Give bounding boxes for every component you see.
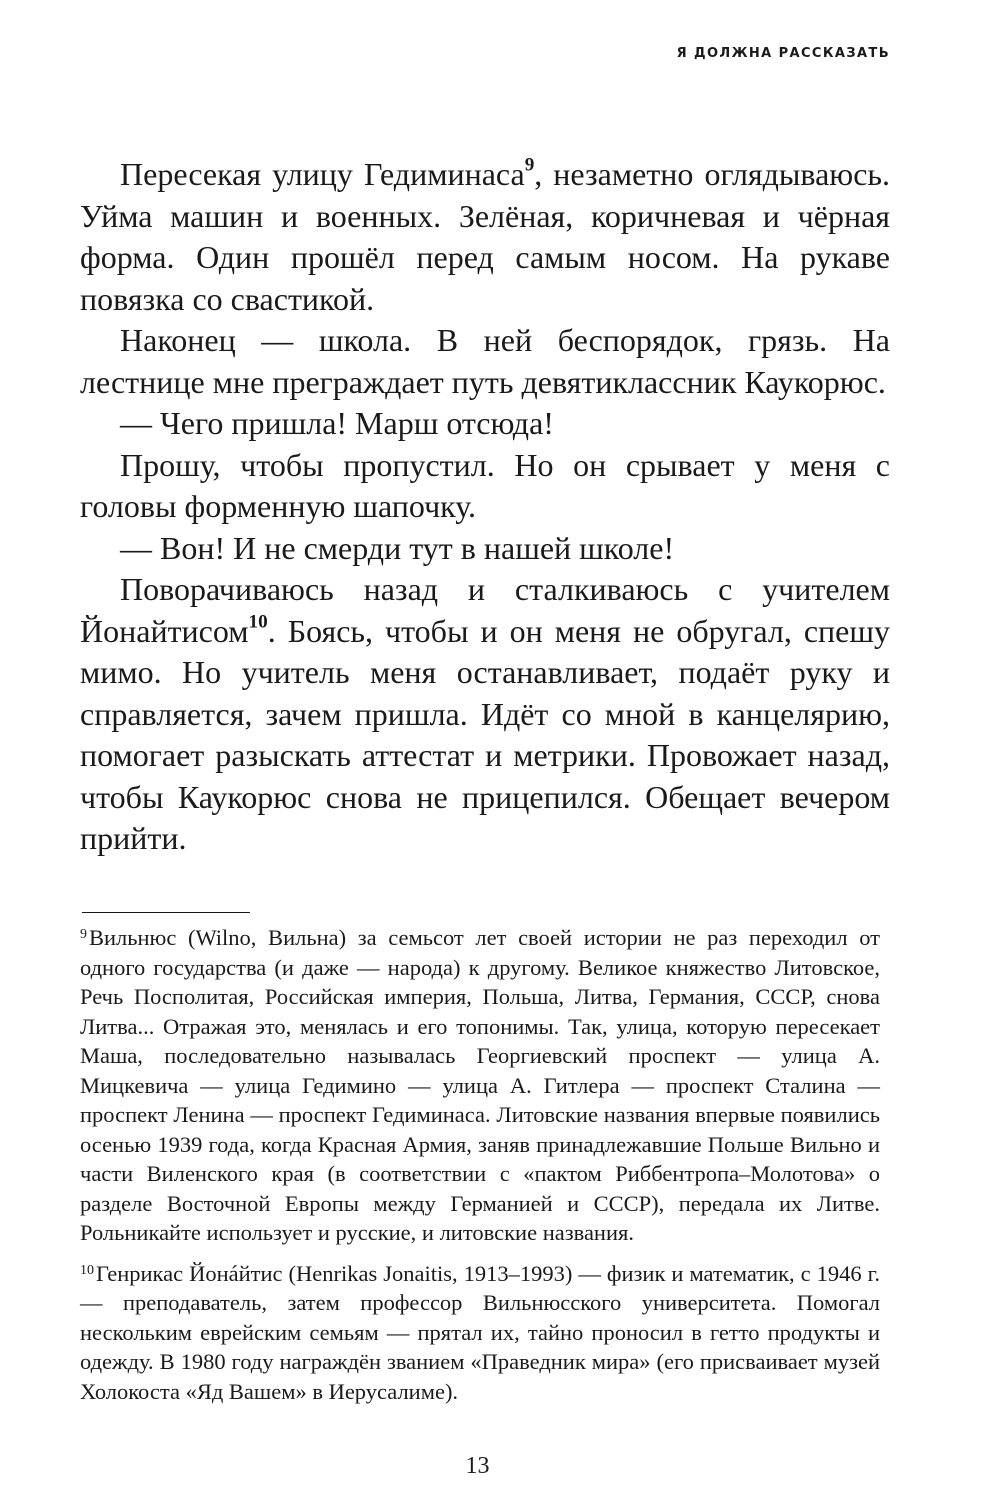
- footnote-9: [80, 923, 880, 1248]
- footnote-divider: [82, 912, 250, 913]
- footnote-mark: 9: [80, 927, 87, 943]
- footnote-ref-9[interactable]: 9: [524, 154, 535, 176]
- footnote-text: Генрикас Йонáйтис (Henrikas Jonaitis, 1913–1993) — физик и математик, с 1946 г. — преподаватель, затем профессор Вильнюсского университета. Помогал нескольким еврейским семьям — прятал их, тайно проносил в гетто продукты и одежду. В 1980 году награждён званием «Праведник мира» (его присваивает музей Холокоста «Яд Вашем» в Иерусалиме).: [80, 1260, 880, 1404]
- paragraph-1-end: , незаметно оглядываюсь. Уйма машин и военных. Зелёная, коричневая и чёрная форма. Один прошёл перед самым носом. На рукаве повязка со свастикой.: [80, 156, 890, 317]
- main-text: [80, 154, 890, 860]
- paragraph-1-start: Пересекая улицу Гедиминаса: [120, 156, 525, 192]
- footnotes: [80, 923, 880, 1406]
- paragraph-3: — Чего пришла! Марш отсюда!: [120, 405, 554, 441]
- page-number: 13: [465, 1453, 490, 1479]
- paragraph-6: [80, 569, 890, 860]
- paragraph-6-start: Поворачиваюсь назад и сталкиваюсь с учителем Йонайтисом: [80, 571, 890, 649]
- paragraph-4: Прошу, чтобы пропустил. Но он срывает у меня с головы форменную шапочку.: [80, 446, 890, 524]
- footnote-mark: 10: [80, 1262, 94, 1278]
- paragraph-1: [80, 154, 890, 320]
- paragraph-6-end: . Боясь, чтобы и он меня не обругал, спешу мимо. Но учитель меня останавливает, подаёт руку и справляется, зачем пришла. Идёт со мной в канцелярию, помогает разыскать аттестат и метрики. Провожает назад, чтобы Каукорюс снова не прицепился. Обещает вечером прийти.: [80, 612, 890, 856]
- running-title: Я ДОЛЖНА РАССКАЗАТЬ: [676, 46, 890, 61]
- footnote-text: Вильнюс (Wilno, Вильна) за семьсот лет своей истории не раз переходил от одного государства (и даже — народа) к другому. Великое княжество Литовское, Речь Посполитая, Российская империя, Польша, Литва, Германия, СССР, снова Литва... Отражая это, менялась и его топонимы. Так, улица, которую пересекает Маша, последовательно называлась Георгиевский проспект — улица А. Мицкевича — улица Гедимино — улица А. Гитлера — проспект Сталина — проспект Ленина — проспект Гедиминаса. Литовские названия впервые появились осенью 1939 года, когда Красная Армия, заняв принадлежавшие Польше Вильно и части Виленского края (в соответствии с «пактом Риббентропа–Молотова» о разделе Восточной Европы между Германией и СССР), передала их Литве. Рольникайте использует и русские, и литовские названия.: [80, 925, 880, 1245]
- paragraph-5: — Вон! И не смерди тут в нашей школе!: [120, 529, 675, 566]
- footnote-ref-10[interactable]: 10: [248, 611, 268, 633]
- paragraph-2: Наконец — школа. В ней беспорядок, грязь. На лестнице мне преграждает путь девятиклассник Каукорюс.: [80, 322, 890, 400]
- footnote-10: [80, 1259, 880, 1407]
